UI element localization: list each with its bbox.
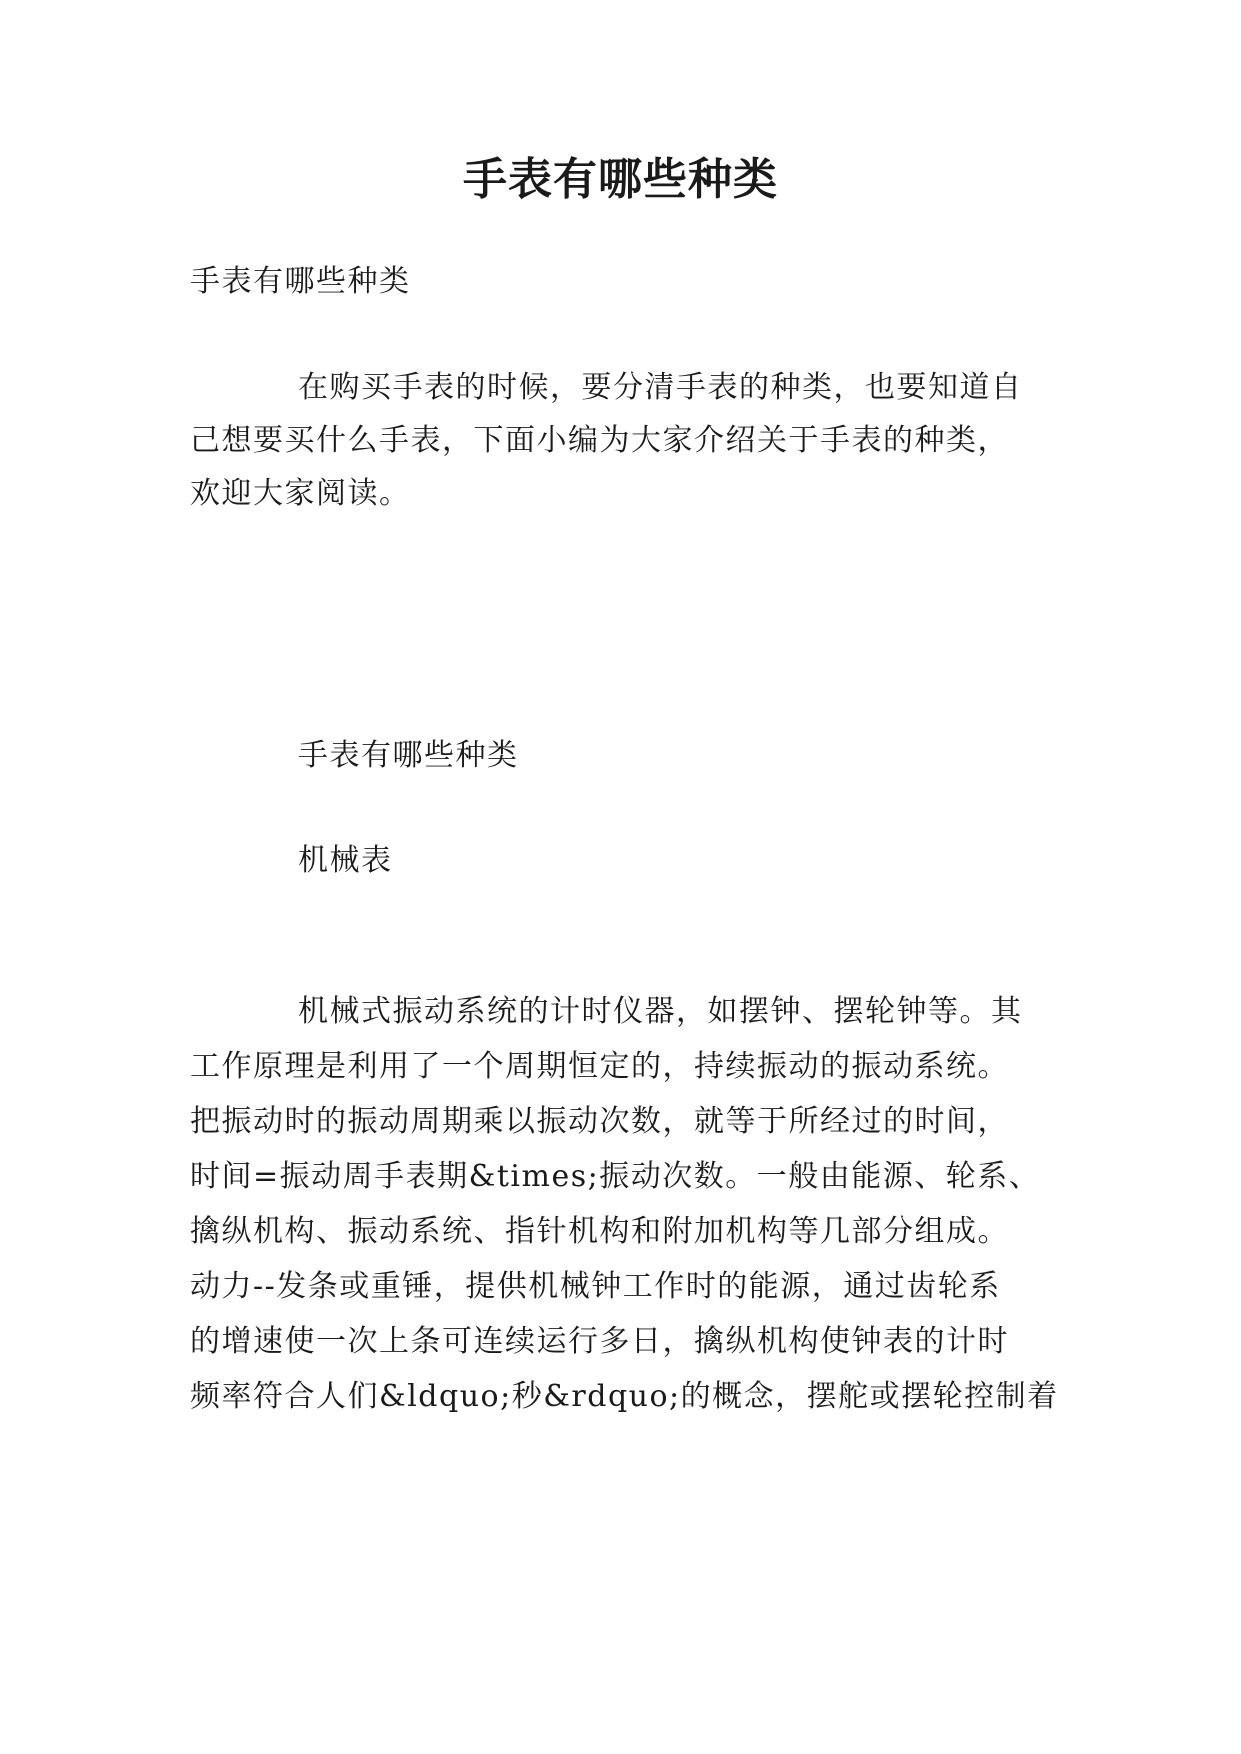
intro-line-1: 在购买手表的时候，要分清手表的种类，也要知道自: [298, 370, 1023, 405]
section-heading: 手表有哪些种类: [298, 738, 519, 773]
body-line-7: 的增速使一次上条可连续运行多日，擒纵机构使钟表的计时: [190, 1324, 1009, 1359]
body-line-3: 把振动时的振动周期乘以振动次数，就等于所经过的时间，: [190, 1104, 1009, 1139]
intro-line-3: 欢迎大家阅读。: [190, 476, 411, 511]
body-line-8: 频率符合人们&ldquo;秒&rdquo;的概念，摆舵或摆轮控制着: [190, 1379, 1059, 1414]
body-line-5: 擒纵机构、振动系统、指针机构和附加机构等几部分组成。: [190, 1214, 1009, 1249]
category-heading: 机械表: [298, 843, 393, 878]
document-subtitle: 手表有哪些种类: [190, 264, 411, 299]
body-line-6: 动力--发条或重锤，提供机械钟工作时的能源，通过齿轮系: [190, 1269, 1001, 1304]
body-line-4: 时间=振动周手表期&times;振动次数。一般由能源、轮系、: [190, 1159, 1041, 1194]
intro-line-2: 己想要买什么手表，下面小编为大家介绍关于手表的种类，: [190, 423, 1009, 458]
document-title: 手表有哪些种类: [463, 154, 778, 205]
body-line-1: 机械式振动系统的计时仪器，如摆钟、摆轮钟等。其: [298, 994, 1023, 1029]
body-line-2: 工作原理是利用了一个周期恒定的，持续振动的振动系统。: [190, 1049, 1009, 1084]
